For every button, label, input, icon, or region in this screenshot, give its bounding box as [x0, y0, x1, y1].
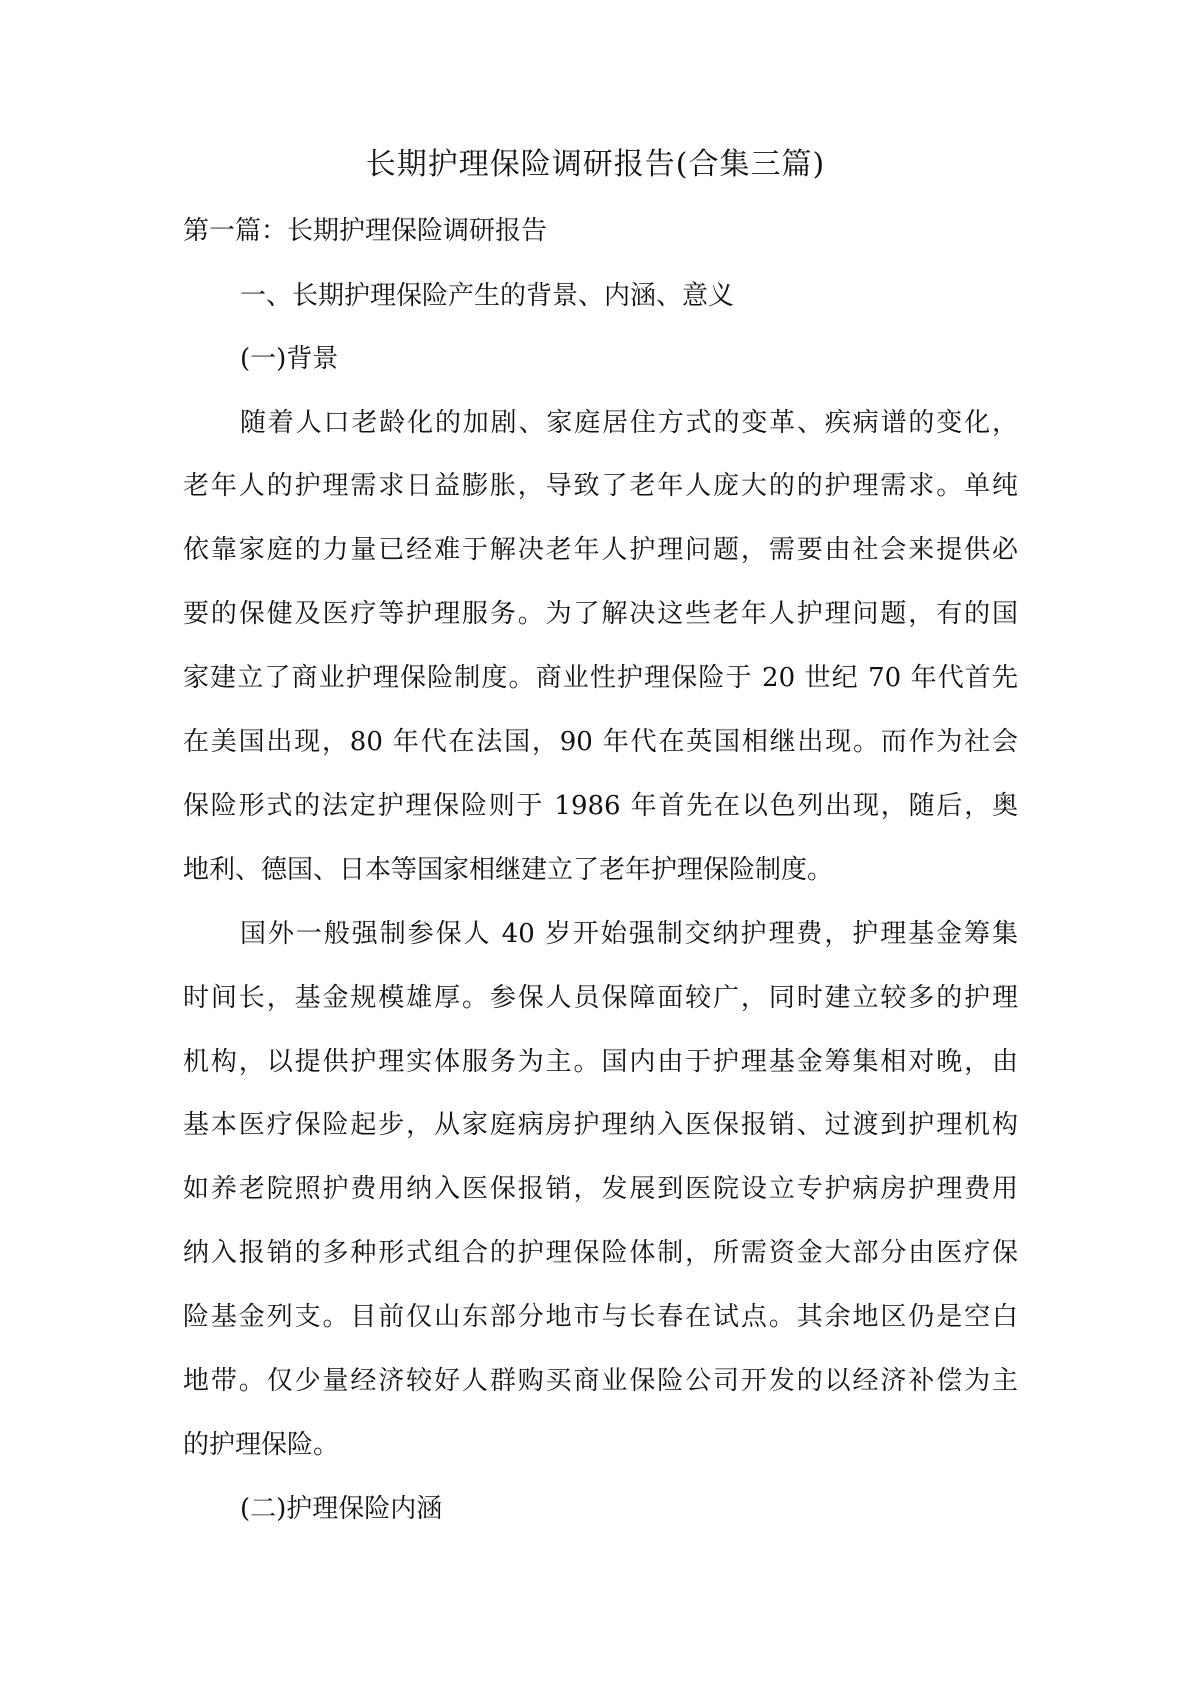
part-heading: 第一篇：长期护理保险调研报告	[183, 216, 548, 246]
paragraph-line: 基本医疗保险起步，从家庭病房护理纳入医保报销、过渡到护理机构	[183, 1110, 1018, 1140]
paragraph-line: 机构，以提供护理实体服务为主。国内由于护理基金筹集相对晚，由	[183, 1047, 1018, 1077]
paragraph-line: 时间长，基金规模雄厚。参保人员保障面较广，同时建立较多的护理	[183, 983, 1018, 1013]
section-heading: 一、长期护理保险产生的背景、内涵、意义	[240, 281, 735, 311]
paragraph-line: 保险形式的法定护理保险则于 1986 年首先在以色列出现，随后，奥	[183, 791, 1018, 821]
paragraph-line: 老年人的护理需求日益膨胀，导致了老年人庞大的的护理需求。单纯	[183, 471, 1018, 501]
paragraph-line: 如养老院照护费用纳入医保报销，发展到医院设立专护病房护理费用	[183, 1174, 1018, 1204]
paragraph-line: 在美国出现，80 年代在法国，90 年代在英国相继出现。而作为社会	[183, 727, 1018, 757]
subsection-heading-connotation: (二)护理保险内涵	[240, 1494, 443, 1524]
paragraph-line: 纳入报销的多种形式组合的护理保险体制，所需资金大部分由医疗保	[183, 1238, 1018, 1268]
paragraph-line: 随着人口老龄化的加剧、家庭居住方式的变革、疾病谱的变化，	[240, 408, 1018, 438]
paragraph-line: 地利、德国、日本等国家相继建立了老年护理保险制度。	[183, 855, 834, 885]
paragraph-line: 要的保健及医疗等护理服务。为了解决这些老年人护理问题，有的国	[183, 599, 1018, 629]
paragraph-line: 国外一般强制参保人 40 岁开始强制交纳护理费，护理基金筹集	[240, 919, 1018, 949]
paragraph-line: 地带。仅少量经济较好人群购买商业保险公司开发的以经济补偿为主	[183, 1366, 1018, 1396]
paragraph-line: 家建立了商业护理保险制度。商业性护理保险于 20 世纪 70 年代首先	[183, 663, 1018, 693]
paragraph-line: 险基金列支。目前仅山东部分地市与长春在试点。其余地区仍是空白	[183, 1302, 1018, 1332]
paragraph-line: 的护理保险。	[183, 1430, 340, 1460]
subsection-heading-background: (一)背景	[240, 344, 339, 374]
paragraph-line: 依靠家庭的力量已经难于解决老年人护理问题，需要由社会来提供必	[183, 535, 1018, 565]
document-title: 长期护理保险调研报告(合集三篇)	[365, 147, 826, 182]
